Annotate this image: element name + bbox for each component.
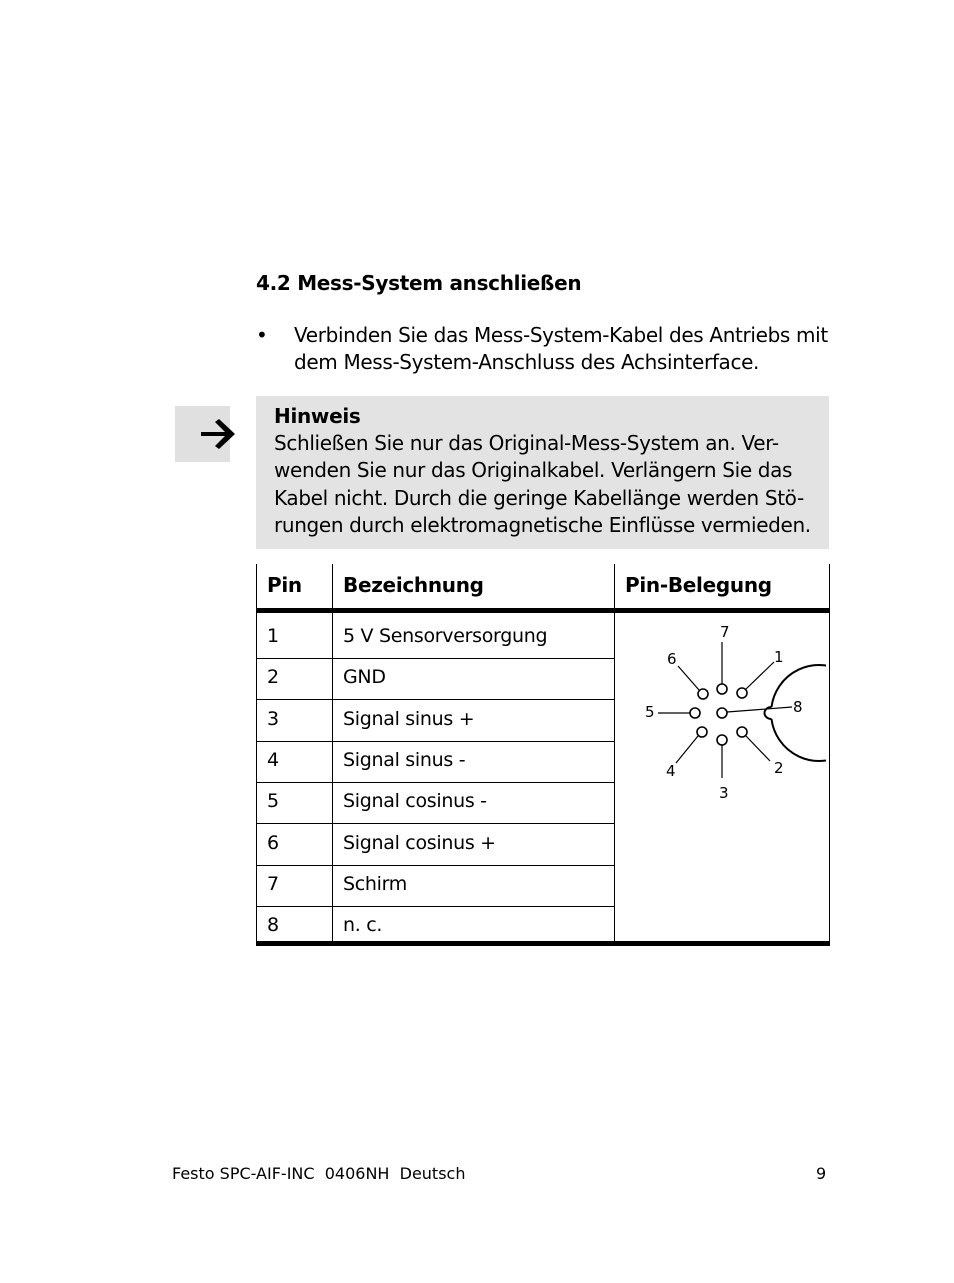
note-marker: [175, 406, 230, 462]
bullet-marker: •: [256, 323, 268, 347]
table-row-pin: 4: [267, 749, 279, 771]
table-border: [256, 564, 257, 942]
header-rule: [256, 608, 830, 613]
connector-pin-diagram: [616, 618, 826, 808]
footer-document-id: Festo SPC-AIF-INC 0406NH Deutsch: [172, 1164, 466, 1183]
row-rule: [256, 658, 615, 659]
table-row-name: 5 V Sensorversorgung: [343, 625, 548, 647]
pin-2-contact: [737, 727, 747, 737]
pin-5-contact: [690, 708, 700, 718]
pin-label: 4: [666, 762, 676, 780]
page-number: 9: [816, 1164, 827, 1183]
arrow-right-icon: [199, 416, 239, 452]
table-border: [829, 564, 830, 942]
leader-line: [678, 666, 699, 690]
row-rule: [256, 741, 615, 742]
table-row-pin: 1: [267, 625, 279, 647]
pin-1-contact: [737, 688, 747, 698]
table-row-pin: 3: [267, 708, 279, 730]
table-border: [332, 564, 333, 942]
section-heading: 4.2 Mess-System anschließen: [256, 271, 582, 295]
note-line: rungen durch elektromagnetische Einflüsse vermieden.: [274, 513, 811, 537]
leader-line: [676, 736, 698, 763]
table-border: [614, 564, 615, 942]
header-pin: Pin: [267, 573, 302, 597]
table-row-pin: 8: [267, 914, 279, 936]
note-line: wenden Sie nur das Originalkabel. Verlängern Sie das: [274, 458, 793, 482]
row-rule: [256, 823, 615, 824]
pin-3-contact: [717, 735, 727, 745]
table-row-name: n. c.: [343, 914, 383, 936]
bullet-instruction: Verbinden Sie das Mess-System-Kabel des Antriebs mit dem Mess-System-Anschluss des Achsinterface.: [294, 323, 828, 374]
header-bezeichnung: Bezeichnung: [343, 573, 484, 597]
pin-8-contact: [717, 708, 727, 718]
leader-line: [746, 662, 774, 689]
table-row-name: Signal cosinus -: [343, 790, 487, 812]
table-row-name: Signal sinus -: [343, 749, 466, 771]
bottom-rule: [256, 941, 830, 946]
table-row-pin: 2: [267, 666, 279, 688]
table-row-name: Signal cosinus +: [343, 832, 496, 854]
pin-label: 8: [793, 698, 803, 716]
note-line: Kabel nicht. Durch die geringe Kabellänge werden Stö-: [274, 486, 804, 510]
pin-label: 7: [720, 623, 730, 641]
pin-6-contact: [698, 689, 708, 699]
pin-label: 6: [667, 650, 677, 668]
row-rule: [256, 865, 615, 866]
row-rule: [256, 782, 615, 783]
row-rule: [256, 906, 615, 907]
table-row-name: Schirm: [343, 873, 408, 895]
table-row-name: GND: [343, 666, 386, 688]
table-row-name: Signal sinus +: [343, 708, 475, 730]
pin-7-contact: [717, 684, 727, 694]
pin-label: 3: [719, 784, 729, 802]
pin-label: 5: [645, 703, 655, 721]
pin-label: 2: [774, 759, 784, 777]
table-row-pin: 5: [267, 790, 279, 812]
leader-line: [727, 707, 792, 712]
pin-4-contact: [697, 727, 707, 737]
header-pin-belegung: Pin-Belegung: [625, 573, 772, 597]
table-row-pin: 7: [267, 873, 279, 895]
note-title: Hinweis: [274, 404, 361, 428]
leader-line: [746, 736, 770, 761]
pin-label: 1: [774, 648, 784, 666]
note-line: Schließen Sie nur das Original-Mess-System an. Ver-: [274, 431, 779, 455]
note-box: [256, 396, 829, 549]
row-rule: [256, 699, 615, 700]
table-row-pin: 6: [267, 832, 279, 854]
